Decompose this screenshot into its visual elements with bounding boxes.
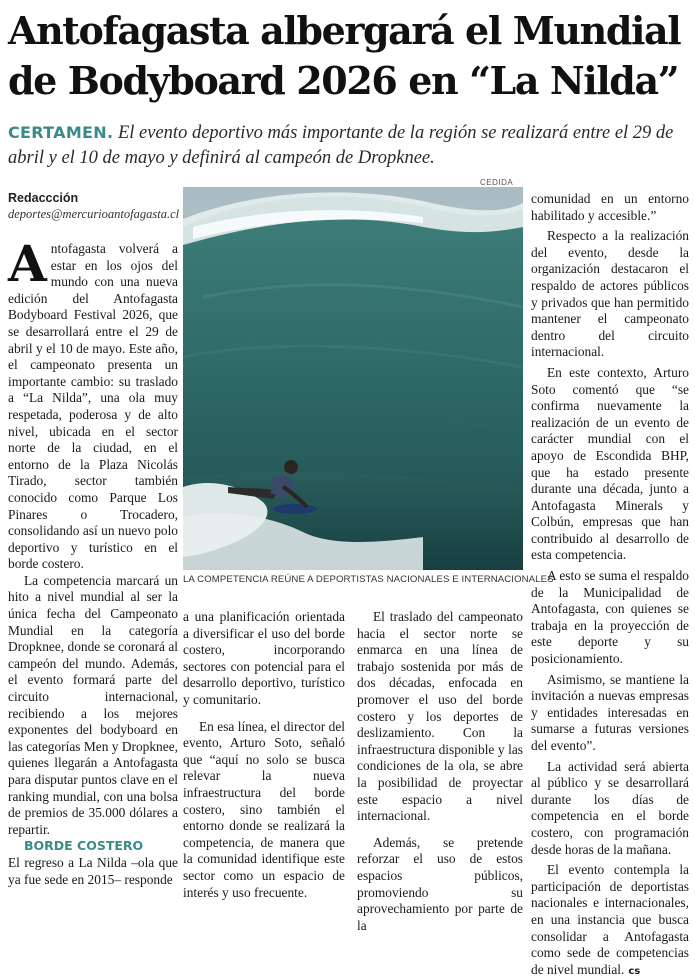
byline-author: Redaccción <box>8 191 79 205</box>
drop-cap: A <box>8 234 47 293</box>
headline-line-2: de Bodyboard 2026 en “La Nilda” <box>8 58 679 103</box>
byline-email[interactable]: deportes@mercurioantofagasta.cl <box>8 207 180 221</box>
lead-kicker: CERTAMEN. <box>8 123 114 142</box>
article-paragraph-4: a una planificación orientada a diversificar el uso del borde costero, incorporando sectores con potencial para el desarrollo deportivo, turístico y comunitario. <box>183 609 345 707</box>
article-paragraph-13: La actividad será abierta al público y se desarrollará durante los días de competencia en el borde costero, con programación desde horas de la mañana. <box>531 758 689 857</box>
article-paragraph-2: La competencia marcará un hito a nivel mundial al ser la única fecha del Campeonato Mundial en la categoría Dropknee, donde se coronará al campeón del mundo. Además, el evento formará parte del circuito internacional, recibiendo a los mejores exponentes del bodyboard en las categorías Men y Dropknee, quienes llegarán a Antofagasta para disputar puntos clave en el ranking mundial, con una bolsa de premios de 35.000 dólares a repartir. <box>8 572 178 837</box>
article-paragraph-10: En este contexto, Arturo Soto comentó que “se confirma nuevamente la realización de un evento de carácter mundial con el apoyo de Escondida BHP, que ha estado presente durante una década, junto a Antofagasta Minerals y Colbún, empresas que han contribuido al desarrollo de esta competencia. <box>531 364 689 563</box>
article-column-4 <box>531 191 689 980</box>
article-column-1 <box>8 234 178 888</box>
article-paragraph-12: Asimismo, se mantiene la invitación a nuevas empresas y entidades interesadas en sumarse a futuras versiones del evento”. <box>531 671 689 753</box>
article-paragraph-6: El traslado del campeonato hacia el sector norte se enmarca en una línea de trabajo sostenida por más de dos décadas, enfocada en promover el uso del borde costero y los deportes de deslizamiento. Con la infraestructura disponible y las condiciones de la ola, se abre la posibilidad de proyectar este espacio a nivel internacional. <box>357 609 523 824</box>
headline <box>8 6 688 106</box>
lead-paragraph <box>8 120 690 171</box>
article-column-3 <box>357 609 523 934</box>
article-paragraph-7: Además, se pretende reforzar el uso de estos espacios públicos, promoviendo su aprovechamiento por parte de la <box>357 834 523 933</box>
article-paragraph-5: En esa línea, el director del evento, Arturo Soto, señaló que “aquí no solo se busca relevar la nueva infraestructura del borde costero, sino también el entorno donde se realizará la competencia, de manera que la comunidad identifique este sector como un espacio de interés y uso frecuente. <box>183 718 345 900</box>
subhead-borde-costero: BORDE COSTERO <box>24 838 144 854</box>
article-paragraph-11: A esto se suma el respaldo de la Municipalidad de Antofagasta, con quienes se trabaja en la proyección de este deporte y su posicionamiento. <box>531 568 689 667</box>
photo-credit: CEDIDA <box>480 178 514 187</box>
end-mark: cs <box>628 965 641 977</box>
photo-caption: LA COMPETENCIA REÚNE A DEPORTISTAS NACIONALES E INTERNACIONALES <box>183 574 554 585</box>
byline <box>8 191 178 222</box>
lead-text: El evento deportivo más importante de la región se realizará entre el 29 de abril y el 10 de mayo y definirá al campeón de Dropknee. <box>8 123 674 168</box>
article-paragraph-9: Respecto a la realización del evento, desde la organización destacaron el respaldo de actores públicos y privados que han permitido mantener el campeonato dentro del circuito internacional. <box>531 228 689 360</box>
article-column-2 <box>183 609 345 901</box>
article-paragraph-8: comunidad en un entorno habilitado y accesible.” <box>531 191 689 223</box>
article-paragraph-14: El evento contempla la participación de deportistas nacionales e internacionales, en una instancia que busca consolidar a Antofagasta como sede de competencias de nivel mundial. cs <box>531 862 689 977</box>
article-paragraph-1: Antofagasta volverá a estar en los ojos del mundo con una nueva edición del Antofagasta Bodyboard Festival 2026, que se desarrollará entre el 29 de abril y el 10 de mayo. Este año, el campeonato presenta un importante cambio: su traslado a “La Nilda”, una ola muy respetada, poderosa y de alto nivel, ubicada en el sector norte de la ciudad, en el entorno de la Plaza Nicolás Tirado, sector también conocido como Parque Los Pinares o Trocadero, consolidando así un nuevo polo deportivo y turístico en el borde costero. <box>8 234 178 572</box>
surf-photo <box>183 187 523 570</box>
article-paragraph-3: El regreso a La Nilda –ola que ya fue sede en 2015– responde <box>8 854 178 887</box>
headline-line-1: Antofagasta albergará el Mundial <box>8 8 681 53</box>
